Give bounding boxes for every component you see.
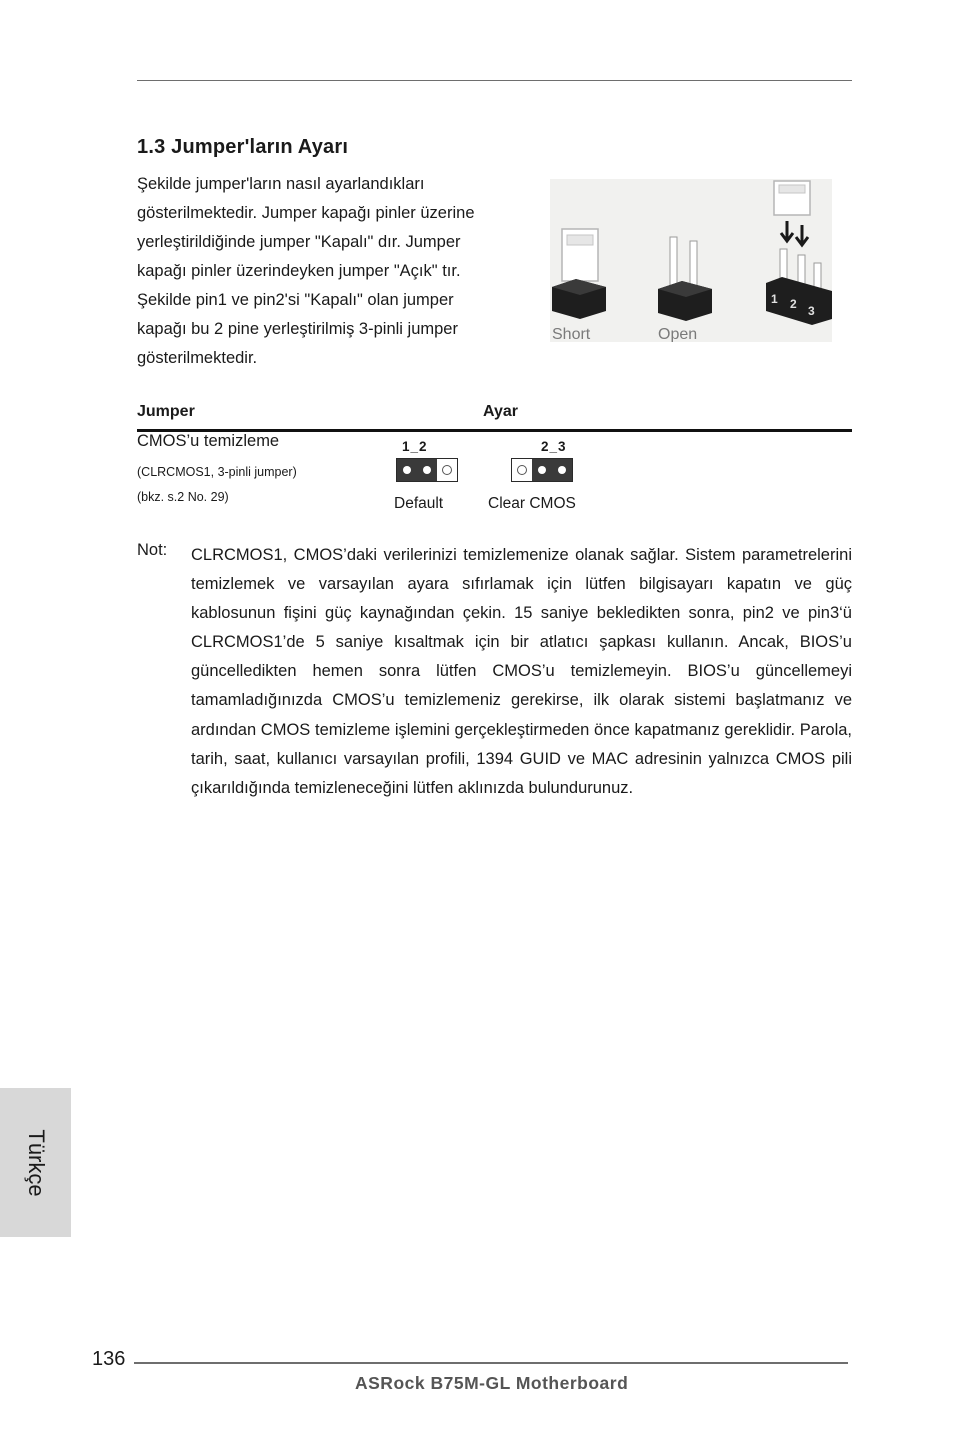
jumper-table-header — [137, 403, 852, 432]
bottom-rule — [134, 1362, 848, 1364]
section-title: 1.3 Jumper'ların Ayarı — [137, 136, 349, 158]
pin-on-icon — [552, 459, 572, 481]
pin-number: 2 — [790, 297, 797, 311]
row-subtitle: (CLRCMOS1, 3-pinli jumper) — [137, 465, 297, 479]
note-text: CLRCMOS1, CMOS’daki verilerinizi temizlemenize olanak sağlar. Sistem parametrelerini temizlemek ve varsayılan ayara sıfırlamak için lütfen bilgisayarı kapatın ve güç kablosunun fişini güç kaynağından çekin. 15 saniye bekledikten sonra, pin2 ve pin3‘ü CLRCMOS1’de 5 saniye kısaltmak için bir atlatıcı şapkası kullanın. Ancak, BIOS’u güncelledikten hemen sonra lütfen CMOS’u temizlemeyin. BIOS’u güncellemeyi tamamladığınızda CMOS’u temizlemeniz gerekirse, ilk olarak sistemi başlatmanız ve ardından CMOS temizleme işlemini gerçekleştirmeden önce kapatmanız gereklidir. Parola, tarih, saat, kullanıcı varsayılan profili, 1394 GUID ve MAC adresinin yalnızca CMOS pili çıkarıldığında temizleneceğini lütfen aklınızda bulundurunuz. — [191, 546, 852, 797]
pin-number: 1 — [771, 292, 778, 306]
intro-line: yerleştirildiğinde jumper "Kapalı" dır. Jumper — [137, 233, 461, 251]
default-pin-label: 1_2 — [402, 439, 428, 454]
row-reference: (bkz. s.2 No. 29) — [137, 490, 229, 504]
pin-diagram-default — [396, 458, 458, 482]
clear-cmos-pin-setting — [511, 439, 577, 481]
three-pin-jumper-figure — [766, 181, 832, 325]
intro-line: Şekilde jumper'ların nasıl ayarlandıkları — [137, 175, 425, 193]
header-ayar: Ayar — [483, 403, 518, 420]
default-pin-setting — [396, 439, 462, 481]
pin-diagram-clear — [511, 458, 573, 482]
pin-on-icon — [532, 459, 552, 481]
note-label: Not: — [137, 541, 168, 559]
open-jumper-figure — [658, 237, 712, 342]
language-side-tab — [0, 1088, 71, 1237]
clear-cmos-caption: Clear CMOS — [488, 495, 576, 512]
row-title: CMOS’u temizleme — [137, 432, 280, 450]
pin-on-icon — [417, 459, 437, 481]
language-label: Türkçe — [23, 1128, 49, 1197]
down-arrow-icon — [796, 225, 808, 245]
intro-line: kapağı pinler üzerindeyken jumper "Açık" tır. — [137, 262, 461, 280]
default-caption: Default — [394, 495, 444, 512]
short-jumper-figure — [552, 229, 606, 342]
short-label: Short — [552, 326, 591, 342]
clear-pin-label: 2_3 — [541, 439, 567, 454]
pin-off-icon — [437, 459, 457, 481]
jumper-cap-top — [567, 235, 593, 245]
pin-off-icon — [512, 459, 532, 481]
intro-paragraph — [137, 170, 537, 373]
intro-line: gösterilmektedir. Jumper kapağı pinler üzerine — [137, 204, 475, 222]
open-label: Open — [658, 326, 698, 342]
jumper-cap-top — [779, 185, 805, 193]
jumper-illustration — [550, 179, 832, 342]
pin-number: 3 — [808, 304, 815, 318]
down-arrow-icon — [781, 221, 793, 241]
page-number: 136 — [92, 1348, 126, 1370]
intro-line: kapağı bu 2 pine yerleştirilmiş 3-pinli jumper — [137, 320, 458, 338]
jumper-illustration-svg — [550, 179, 832, 342]
footer-brand: ASRock B75M-GL Motherboard — [355, 1373, 629, 1393]
pin-on-icon — [397, 459, 417, 481]
intro-line: gösterilmektedir. — [137, 349, 258, 367]
intro-line: Şekilde pin1 ve pin2'si "Kapalı" olan jumper — [137, 291, 454, 309]
header-jumper: Jumper — [137, 403, 195, 420]
top-rule — [137, 80, 852, 81]
